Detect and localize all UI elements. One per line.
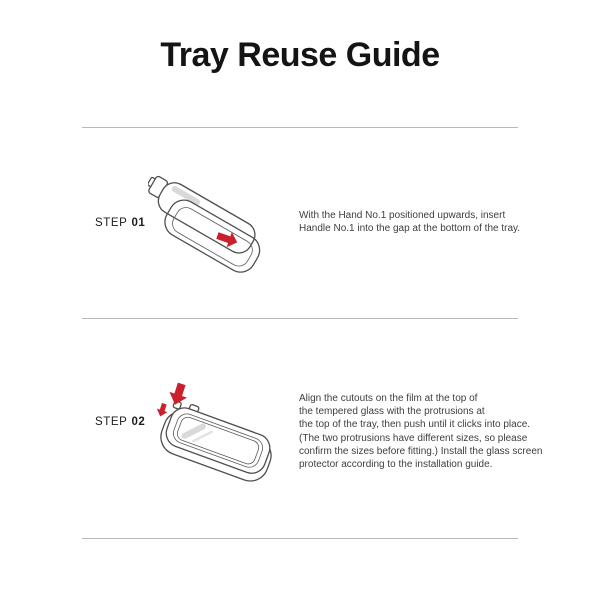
tray-assembly-step2 (156, 398, 279, 484)
step-word: STEP (95, 217, 128, 229)
text-line: Handle No.1 into the gap at the bottom of the tray. (299, 223, 521, 235)
step-word: STEP (95, 416, 128, 428)
text-line: confirm the sizes before fitting.) Install the glass screen (299, 445, 543, 457)
step-01-description (299, 209, 520, 235)
step-number: 02 (131, 416, 146, 428)
step-01-illustration (148, 166, 286, 280)
text-line: the tempered glass with the protrusions at (299, 406, 485, 418)
text-line: the top of the tray, then push until it clicks into place. (299, 419, 531, 431)
step-02-description (299, 392, 542, 471)
push-arrow-small-icon (155, 402, 170, 418)
step-02-label (95, 416, 145, 428)
divider-top (82, 127, 518, 128)
text-line: protector according to the installation guide. (299, 459, 493, 471)
step-number: 01 (131, 217, 146, 229)
divider-bottom (82, 538, 518, 539)
step-01-label (95, 217, 145, 229)
text-line: (The two protrusions have different sizes, so please (299, 432, 528, 444)
tray-assembly-step1 (148, 170, 270, 278)
divider-middle (82, 318, 518, 319)
page-title: Tray Reuse Guide (160, 36, 440, 74)
step-02-illustration (146, 368, 284, 484)
text-line: With the Hand No.1 positioned upwards, insert (299, 210, 506, 221)
text-line: Align the cutouts on the film at the top of (299, 393, 478, 404)
